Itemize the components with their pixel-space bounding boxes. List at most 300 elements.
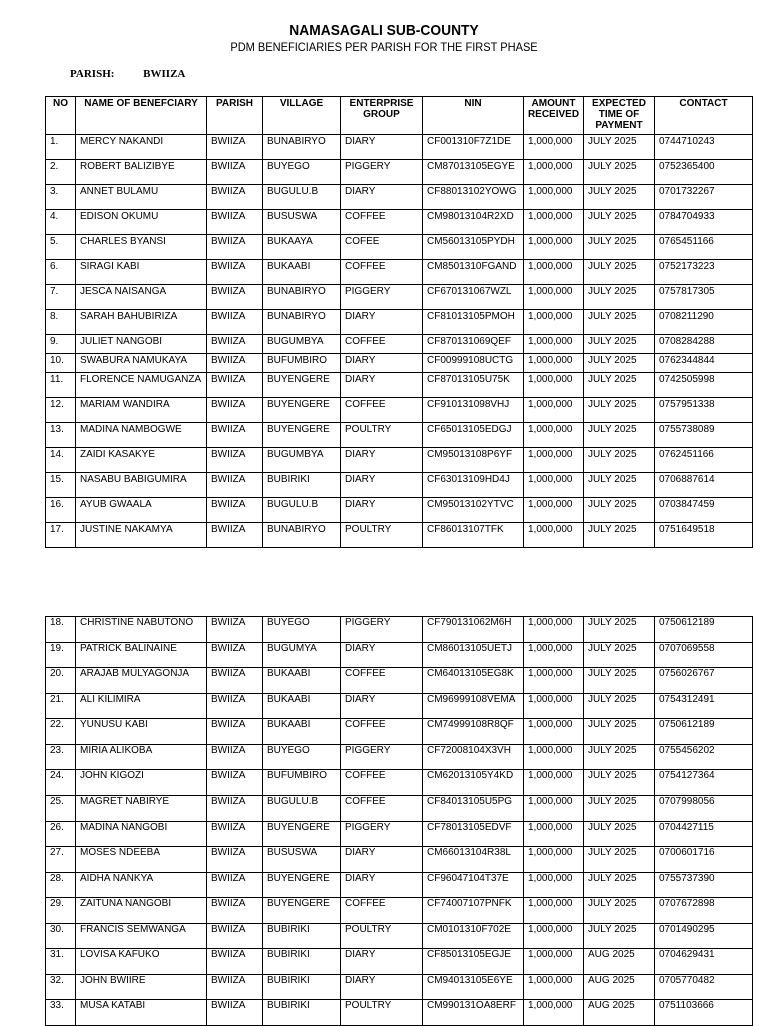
cell-name: AIDHA NANKYA — [76, 872, 207, 898]
cell-village: BUGULU.B — [263, 185, 341, 210]
cell-name: CHARLES BYANSI — [76, 235, 207, 260]
beneficiaries-table-page-1 — [45, 96, 753, 548]
cell-contact: 0752365400 — [655, 160, 753, 185]
cell-village: BUNABIRYO — [263, 310, 341, 335]
cell-contact: 0742505998 — [655, 373, 753, 398]
cell-nin: CM0101310F702E — [423, 923, 524, 949]
cell-village: BUFUMBIRO — [263, 354, 341, 373]
cell-amount: 1,000,000 — [524, 423, 584, 448]
cell-contact: 0784704933 — [655, 210, 753, 235]
cell-amount: 1,000,000 — [524, 872, 584, 898]
cell-no: 17. — [46, 523, 76, 548]
cell-no: 18. — [46, 617, 76, 643]
cell-enterprise: COFFEE — [341, 335, 423, 354]
cell-amount: 1,000,000 — [524, 235, 584, 260]
header-contact: CONTACT — [655, 97, 753, 135]
cell-nin: CM86013105UETJ — [423, 642, 524, 668]
cell-village: BUSUSWA — [263, 210, 341, 235]
cell-amount: 1,000,000 — [524, 398, 584, 423]
cell-expected-time: JULY 2025 — [584, 335, 655, 354]
cell-no: 21. — [46, 693, 76, 719]
cell-name: SARAH BAHUBIRIZA — [76, 310, 207, 335]
cell-village: BUGULU.B — [263, 498, 341, 523]
cell-no: 6. — [46, 260, 76, 285]
cell-name: FLORENCE NAMUGANZA — [76, 373, 207, 398]
table-row — [46, 398, 753, 423]
cell-nin: CF74007107PNFK — [423, 898, 524, 924]
cell-enterprise: DIARY — [341, 974, 423, 1000]
cell-parish: BWIIZA — [207, 423, 263, 448]
cell-amount: 1,000,000 — [524, 847, 584, 873]
cell-village: BUNABIRYO — [263, 285, 341, 310]
table-row — [46, 523, 753, 548]
cell-contact: 0755738089 — [655, 423, 753, 448]
cell-name: ROBERT BALIZIBYE — [76, 160, 207, 185]
cell-enterprise: POULTRY — [341, 423, 423, 448]
cell-parish: BWIIZA — [207, 160, 263, 185]
cell-expected-time: JULY 2025 — [584, 821, 655, 847]
cell-name: JULIET NANGOBI — [76, 335, 207, 354]
cell-no: 29. — [46, 898, 76, 924]
cell-amount: 1,000,000 — [524, 135, 584, 160]
cell-no: 19. — [46, 642, 76, 668]
cell-contact: 0757951338 — [655, 398, 753, 423]
cell-contact: 0751103666 — [655, 1000, 753, 1026]
cell-enterprise: COFFEE — [341, 770, 423, 796]
cell-nin: CF870131069QEF — [423, 335, 524, 354]
cell-nin: CF84013105U5PG — [423, 795, 524, 821]
cell-nin: CF88013102YOWG — [423, 185, 524, 210]
cell-expected-time: JULY 2025 — [584, 210, 655, 235]
cell-nin: CF72008104X3VH — [423, 744, 524, 770]
cell-enterprise: COFFEE — [341, 668, 423, 694]
cell-village: BUSUSWA — [263, 847, 341, 873]
cell-enterprise: POULTRY — [341, 923, 423, 949]
cell-parish: BWIIZA — [207, 335, 263, 354]
cell-nin: CM56013105PYDH — [423, 235, 524, 260]
cell-expected-time: JULY 2025 — [584, 398, 655, 423]
cell-expected-time: JULY 2025 — [584, 872, 655, 898]
cell-no: 8. — [46, 310, 76, 335]
cell-nin: CF65013105EDGJ — [423, 423, 524, 448]
cell-amount: 1,000,000 — [524, 821, 584, 847]
cell-expected-time: JULY 2025 — [584, 354, 655, 373]
cell-parish: BWIIZA — [207, 770, 263, 796]
cell-expected-time: JULY 2025 — [584, 847, 655, 873]
cell-amount: 1,000,000 — [524, 523, 584, 548]
cell-enterprise: COFEE — [341, 235, 423, 260]
table-header-row — [46, 97, 753, 135]
cell-expected-time: AUG 2025 — [584, 949, 655, 975]
header-name: NAME OF BENEFCIARY — [76, 97, 207, 135]
cell-parish: BWIIZA — [207, 210, 263, 235]
cell-expected-time: JULY 2025 — [584, 770, 655, 796]
cell-expected-time: JULY 2025 — [584, 160, 655, 185]
cell-name: ANNET BULAMU — [76, 185, 207, 210]
cell-parish: BWIIZA — [207, 923, 263, 949]
cell-nin: CF87013105U75K — [423, 373, 524, 398]
cell-village: BUGUMBYA — [263, 335, 341, 354]
cell-expected-time: JULY 2025 — [584, 795, 655, 821]
cell-expected-time: JULY 2025 — [584, 744, 655, 770]
cell-nin: CF86013107TFK — [423, 523, 524, 548]
cell-village: BUYENGERE — [263, 872, 341, 898]
table-row — [46, 210, 753, 235]
cell-contact: 0752173223 — [655, 260, 753, 285]
cell-enterprise: DIARY — [341, 448, 423, 473]
cell-nin: CF96047104T37E — [423, 872, 524, 898]
cell-contact: 0707998056 — [655, 795, 753, 821]
cell-name: JESCA NAISANGA — [76, 285, 207, 310]
cell-contact: 0750612189 — [655, 719, 753, 745]
cell-parish: BWIIZA — [207, 744, 263, 770]
cell-amount: 1,000,000 — [524, 795, 584, 821]
cell-parish: BWIIZA — [207, 310, 263, 335]
table-row — [46, 473, 753, 498]
cell-parish: BWIIZA — [207, 285, 263, 310]
table-row — [46, 310, 753, 335]
table-row — [46, 795, 753, 821]
table-row — [46, 423, 753, 448]
cell-expected-time: JULY 2025 — [584, 185, 655, 210]
table-row — [46, 498, 753, 523]
cell-no: 2. — [46, 160, 76, 185]
cell-name: MARIAM WANDIRA — [76, 398, 207, 423]
table-row — [46, 847, 753, 873]
cell-expected-time: JULY 2025 — [584, 523, 655, 548]
cell-village: BUBIRIKI — [263, 473, 341, 498]
table-row — [46, 898, 753, 924]
cell-village: BUYENGERE — [263, 898, 341, 924]
cell-no: 12. — [46, 398, 76, 423]
cell-no: 31. — [46, 949, 76, 975]
cell-expected-time: JULY 2025 — [584, 135, 655, 160]
cell-enterprise: PIGGERY — [341, 285, 423, 310]
cell-name: FRANCIS SEMWANGA — [76, 923, 207, 949]
cell-name: SWABURA NAMUKAYA — [76, 354, 207, 373]
cell-expected-time: JULY 2025 — [584, 719, 655, 745]
beneficiaries-table-page-2 — [45, 616, 753, 1026]
cell-enterprise: PIGGERY — [341, 160, 423, 185]
cell-contact: 0708284288 — [655, 335, 753, 354]
table-row — [46, 185, 753, 210]
table-row — [46, 744, 753, 770]
cell-amount: 1,000,000 — [524, 949, 584, 975]
cell-no: 25. — [46, 795, 76, 821]
cell-village: BUNABIRYO — [263, 135, 341, 160]
table-row — [46, 160, 753, 185]
cell-contact: 0762451166 — [655, 448, 753, 473]
table-row — [46, 1000, 753, 1026]
cell-name: MIRIA ALIKOBA — [76, 744, 207, 770]
cell-village: BUYENGERE — [263, 821, 341, 847]
cell-village: BUYEGO — [263, 744, 341, 770]
cell-amount: 1,000,000 — [524, 770, 584, 796]
cell-amount: 1,000,000 — [524, 373, 584, 398]
cell-name: EDISON OKUMU — [76, 210, 207, 235]
cell-parish: BWIIZA — [207, 235, 263, 260]
table-row — [46, 668, 753, 694]
cell-name: MOSES NDEEBA — [76, 847, 207, 873]
cell-nin: CM94013105E6YE — [423, 974, 524, 1000]
cell-parish: BWIIZA — [207, 260, 263, 285]
cell-expected-time: JULY 2025 — [584, 668, 655, 694]
cell-parish: BWIIZA — [207, 821, 263, 847]
table-row — [46, 719, 753, 745]
cell-no: 5. — [46, 235, 76, 260]
cell-enterprise: COFFEE — [341, 260, 423, 285]
header-amount-received: AMOUNT RECEIVED — [524, 97, 584, 135]
cell-parish: BWIIZA — [207, 498, 263, 523]
cell-village: BUGUMYA — [263, 642, 341, 668]
table-row — [46, 260, 753, 285]
table-row — [46, 872, 753, 898]
cell-nin: CF910131098VHJ — [423, 398, 524, 423]
cell-parish: BWIIZA — [207, 354, 263, 373]
cell-amount: 1,000,000 — [524, 210, 584, 235]
cell-enterprise: POULTRY — [341, 523, 423, 548]
cell-contact: 0744710243 — [655, 135, 753, 160]
cell-parish: BWIIZA — [207, 974, 263, 1000]
cell-contact: 0757817305 — [655, 285, 753, 310]
cell-amount: 1,000,000 — [524, 185, 584, 210]
cell-village: BUYENGERE — [263, 423, 341, 448]
cell-parish: BWIIZA — [207, 523, 263, 548]
cell-name: ZAIDI KASAKYE — [76, 448, 207, 473]
cell-amount: 1,000,000 — [524, 260, 584, 285]
cell-village: BUKAABI — [263, 693, 341, 719]
cell-name: MADINA NAMBOGWE — [76, 423, 207, 448]
cell-enterprise: DIARY — [341, 498, 423, 523]
cell-enterprise: COFFEE — [341, 398, 423, 423]
cell-parish: BWIIZA — [207, 373, 263, 398]
table-row — [46, 949, 753, 975]
table-row — [46, 335, 753, 354]
cell-name: MERCY NAKANDI — [76, 135, 207, 160]
document-title: NAMASAGALI SUB-COUNTY — [289, 22, 479, 39]
cell-village: BUBIRIKI — [263, 923, 341, 949]
cell-enterprise: PIGGERY — [341, 821, 423, 847]
cell-enterprise: DIARY — [341, 310, 423, 335]
cell-village: BUYEGO — [263, 160, 341, 185]
cell-amount: 1,000,000 — [524, 285, 584, 310]
cell-village: BUYENGERE — [263, 373, 341, 398]
cell-expected-time: JULY 2025 — [584, 693, 655, 719]
cell-enterprise: DIARY — [341, 872, 423, 898]
cell-enterprise: DIARY — [341, 185, 423, 210]
cell-enterprise: COFFEE — [341, 719, 423, 745]
table-row — [46, 770, 753, 796]
cell-name: MADINA NANGOBI — [76, 821, 207, 847]
cell-no: 26. — [46, 821, 76, 847]
cell-village: BUNABIRYO — [263, 523, 341, 548]
cell-village: BUBIRIKI — [263, 974, 341, 1000]
cell-name: JOHN BWIIRE — [76, 974, 207, 1000]
cell-nin: CF001310F7Z1DE — [423, 135, 524, 160]
cell-contact: 0704427115 — [655, 821, 753, 847]
cell-village: BUKAAYA — [263, 235, 341, 260]
cell-enterprise: COFFEE — [341, 210, 423, 235]
cell-nin: CF00999108UCTG — [423, 354, 524, 373]
cell-no: 24. — [46, 770, 76, 796]
cell-nin: CM8501310FGAND — [423, 260, 524, 285]
cell-name: AYUB GWAALA — [76, 498, 207, 523]
table-row — [46, 617, 753, 643]
cell-nin: CM96999108VEMA — [423, 693, 524, 719]
cell-enterprise: PIGGERY — [341, 617, 423, 643]
cell-no: 9. — [46, 335, 76, 354]
cell-parish: BWIIZA — [207, 898, 263, 924]
cell-expected-time: JULY 2025 — [584, 642, 655, 668]
table-row — [46, 821, 753, 847]
cell-contact: 0750612189 — [655, 617, 753, 643]
table-row — [46, 974, 753, 1000]
cell-village: BUYENGERE — [263, 398, 341, 423]
cell-amount: 1,000,000 — [524, 719, 584, 745]
table-row — [46, 693, 753, 719]
cell-village: BUKAABI — [263, 260, 341, 285]
cell-contact: 0703847459 — [655, 498, 753, 523]
cell-no: 15. — [46, 473, 76, 498]
cell-no: 32. — [46, 974, 76, 1000]
cell-parish: BWIIZA — [207, 847, 263, 873]
cell-expected-time: JULY 2025 — [584, 373, 655, 398]
cell-village: BUKAABI — [263, 719, 341, 745]
cell-parish: BWIIZA — [207, 135, 263, 160]
cell-nin: CM66013104R38L — [423, 847, 524, 873]
cell-amount: 1,000,000 — [524, 642, 584, 668]
cell-parish: BWIIZA — [207, 1000, 263, 1026]
header-nin: NIN — [423, 97, 524, 135]
cell-enterprise: COFFEE — [341, 898, 423, 924]
cell-nin: CF790131062M6H — [423, 617, 524, 643]
cell-no: 10. — [46, 354, 76, 373]
cell-contact: 0755456202 — [655, 744, 753, 770]
cell-name: JUSTINE NAKAMYA — [76, 523, 207, 548]
cell-no: 3. — [46, 185, 76, 210]
cell-amount: 1,000,000 — [524, 448, 584, 473]
cell-no: 27. — [46, 847, 76, 873]
cell-enterprise: DIARY — [341, 373, 423, 398]
cell-nin: CM87013105EGYE — [423, 160, 524, 185]
cell-name: CHRISTINE NABUTONO — [76, 617, 207, 643]
cell-name: YUNUSU KABI — [76, 719, 207, 745]
cell-parish: BWIIZA — [207, 668, 263, 694]
cell-expected-time: JULY 2025 — [584, 448, 655, 473]
cell-name: ARAJAB MULYAGONJA — [76, 668, 207, 694]
cell-parish: BWIIZA — [207, 473, 263, 498]
cell-contact: 0751649518 — [655, 523, 753, 548]
cell-no: 22. — [46, 719, 76, 745]
cell-contact: 0754312491 — [655, 693, 753, 719]
header-enterprise-group: ENTERPRISE GROUP — [341, 97, 423, 135]
cell-enterprise: DIARY — [341, 949, 423, 975]
cell-village: BUBIRIKI — [263, 949, 341, 975]
cell-enterprise: PIGGERY — [341, 744, 423, 770]
cell-amount: 1,000,000 — [524, 354, 584, 373]
cell-nin: CM62013105Y4KD — [423, 770, 524, 796]
cell-no: 28. — [46, 872, 76, 898]
cell-amount: 1,000,000 — [524, 473, 584, 498]
cell-contact: 0704629431 — [655, 949, 753, 975]
cell-village: BUGULU.B — [263, 795, 341, 821]
cell-name: LOVISA KAFUKO — [76, 949, 207, 975]
cell-no: 33. — [46, 1000, 76, 1026]
cell-amount: 1,000,000 — [524, 160, 584, 185]
cell-no: 30. — [46, 923, 76, 949]
cell-expected-time: JULY 2025 — [584, 235, 655, 260]
cell-name: SIRAGI KABI — [76, 260, 207, 285]
cell-no: 11. — [46, 373, 76, 398]
cell-enterprise: DIARY — [341, 473, 423, 498]
cell-amount: 1,000,000 — [524, 693, 584, 719]
cell-village: BUFUMBIRO — [263, 770, 341, 796]
cell-amount: 1,000,000 — [524, 1000, 584, 1026]
cell-nin: CF85013105EGJE — [423, 949, 524, 975]
document-subtitle: PDM BENEFICIARIES PER PARISH FOR THE FIRST PHASE — [230, 40, 538, 54]
cell-expected-time: AUG 2025 — [584, 1000, 655, 1026]
table-row — [46, 448, 753, 473]
cell-name: MAGRET NABIRYE — [76, 795, 207, 821]
cell-nin: CF78013105EDVF — [423, 821, 524, 847]
cell-expected-time: JULY 2025 — [584, 285, 655, 310]
cell-amount: 1,000,000 — [524, 310, 584, 335]
cell-parish: BWIIZA — [207, 872, 263, 898]
cell-amount: 1,000,000 — [524, 498, 584, 523]
header-village: VILLAGE — [263, 97, 341, 135]
cell-no: 16. — [46, 498, 76, 523]
cell-expected-time: JULY 2025 — [584, 473, 655, 498]
cell-name: PATRICK BALINAINE — [76, 642, 207, 668]
table-row — [46, 235, 753, 260]
cell-contact: 0705770482 — [655, 974, 753, 1000]
cell-nin: CM64013105EG8K — [423, 668, 524, 694]
cell-contact: 0707069558 — [655, 642, 753, 668]
cell-enterprise: DIARY — [341, 135, 423, 160]
cell-nin: CF81013105PMOH — [423, 310, 524, 335]
parish-line — [70, 68, 185, 80]
cell-nin: CM74999108R8QF — [423, 719, 524, 745]
cell-enterprise: DIARY — [341, 847, 423, 873]
cell-contact: 0701732267 — [655, 185, 753, 210]
cell-expected-time: JULY 2025 — [584, 423, 655, 448]
parish-label: PARISH: — [70, 68, 115, 80]
cell-contact: 0755737390 — [655, 872, 753, 898]
cell-nin: CM990131OA8ERF — [423, 1000, 524, 1026]
cell-village: BUKAABI — [263, 668, 341, 694]
cell-contact: 0708211290 — [655, 310, 753, 335]
cell-nin: CM95013102YTVC — [423, 498, 524, 523]
cell-amount: 1,000,000 — [524, 617, 584, 643]
cell-no: 20. — [46, 668, 76, 694]
cell-parish: BWIIZA — [207, 693, 263, 719]
cell-name: ZAITUNA NANGOBI — [76, 898, 207, 924]
cell-contact: 0754127364 — [655, 770, 753, 796]
cell-contact: 0706887614 — [655, 473, 753, 498]
cell-expected-time: AUG 2025 — [584, 974, 655, 1000]
cell-contact: 0756026767 — [655, 668, 753, 694]
cell-name: MUSA KATABI — [76, 1000, 207, 1026]
cell-name: ALI KILIMIRA — [76, 693, 207, 719]
cell-amount: 1,000,000 — [524, 898, 584, 924]
cell-name: JOHN KIGOZI — [76, 770, 207, 796]
cell-no: 14. — [46, 448, 76, 473]
cell-expected-time: JULY 2025 — [584, 260, 655, 285]
table-row — [46, 285, 753, 310]
cell-amount: 1,000,000 — [524, 923, 584, 949]
cell-nin: CF63013109HD4J — [423, 473, 524, 498]
cell-parish: BWIIZA — [207, 185, 263, 210]
